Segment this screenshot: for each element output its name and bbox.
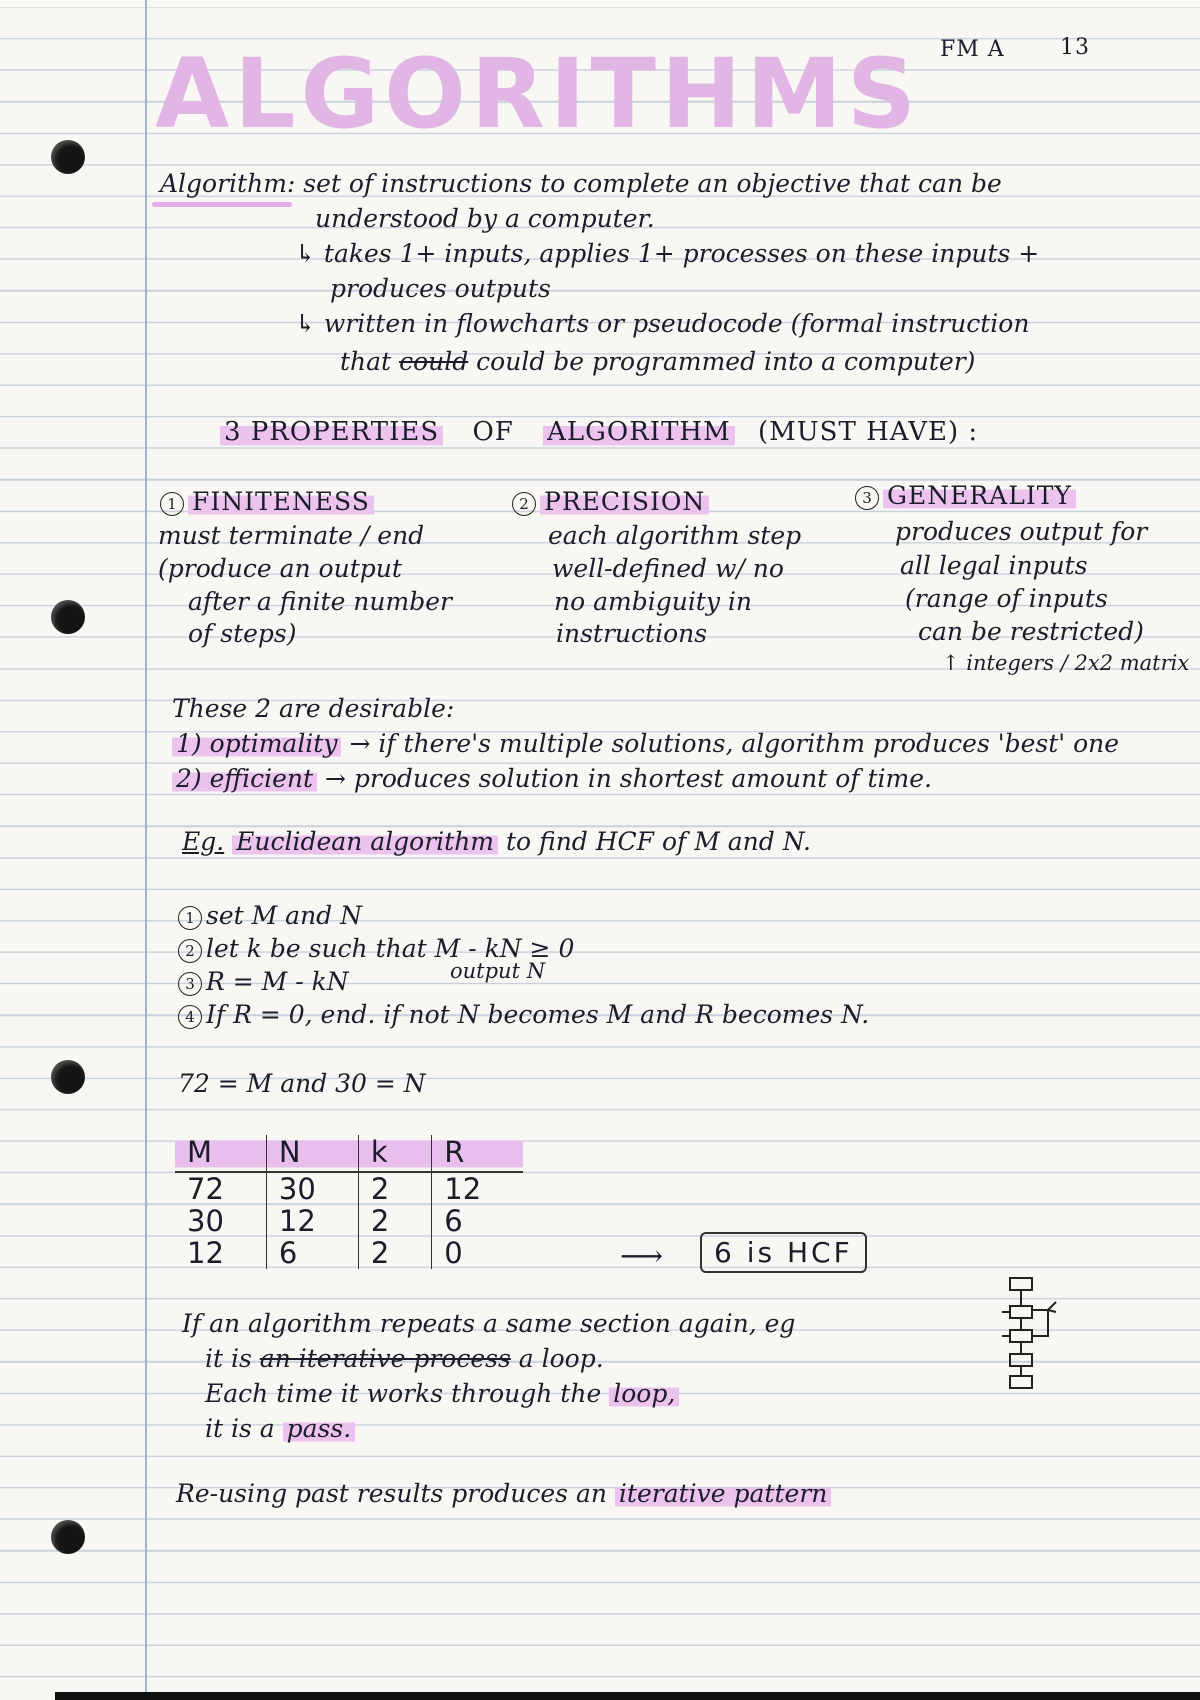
punch-hole: [51, 1060, 85, 1094]
example-heading: Eg. Euclidean algorithm to find HCF of M and N.: [182, 827, 811, 856]
example-step: 3 R = M - kN: [178, 968, 349, 996]
struck-phrase: an iterative process: [259, 1344, 511, 1373]
property-precision-title: 2 PRECISION: [512, 488, 709, 516]
iteration-line-2: it is an iterative process a loop.: [205, 1344, 604, 1373]
example-step: 2 let k be such that M - kN ≥ 0: [178, 935, 574, 963]
page-title: ALGORITHMS: [155, 38, 922, 150]
algorithm-name: Euclidean algorithm: [232, 827, 498, 856]
definition-bullet-1-cont: produces outputs: [330, 274, 551, 303]
table-cell: 12: [187, 1236, 224, 1270]
definition-line-1: Algorithm: set of instructions to complete an objective that can be: [160, 169, 1002, 198]
table-cell: 30: [266, 1172, 358, 1205]
example-assignment: 72 = M and 30 = N: [178, 1069, 426, 1098]
iteration-line-4: it is a pass.: [205, 1415, 355, 1443]
property-finiteness-line: must terminate / end: [158, 521, 425, 550]
col-r: R: [432, 1135, 523, 1172]
table-cell: 12: [266, 1205, 358, 1237]
example-step: 4 If R = 0, end. if not N becomes M and R becomes N.: [178, 1001, 869, 1029]
definition-bullet-2-cont: that could could be programmed into a computer): [340, 347, 976, 376]
properties-heading: 3 PROPERTIES OF ALGORITHM (MUST HAVE) :: [220, 418, 978, 447]
property-finiteness-line: after a finite number: [188, 587, 452, 616]
property-generality-line: all legal inputs: [900, 551, 1088, 580]
definition-bullet-2: ↳ written in flowcharts or pseudocode (formal instruction: [295, 309, 1030, 338]
subject-tag: FM A: [940, 37, 1005, 62]
table-cell: 6: [432, 1205, 523, 1237]
property-precision-line: instructions: [556, 619, 708, 648]
desirable-intro: These 2 are desirable:: [172, 694, 455, 723]
property-finiteness-line: of steps): [188, 619, 297, 648]
loop-flowchart-icon: [1000, 1270, 1090, 1400]
step-side-note: output N: [450, 959, 546, 983]
property-generality-note: ↑ integers / 2x2 matrix: [942, 651, 1190, 675]
iteration-line-3: Each time it works through the loop,: [205, 1380, 679, 1408]
property-finiteness-title: 1 FINITENESS: [160, 488, 374, 516]
table-row: [175, 1205, 523, 1237]
definition-bullet-1: ↳ takes 1+ inputs, applies 1+ processes on these inputs +: [295, 239, 1040, 268]
table-cell: 0: [432, 1237, 523, 1269]
col-n: N: [266, 1135, 358, 1172]
definition-term: Algorithm: [160, 169, 287, 198]
desirable-efficient: 2) efficient → produces solution in shortest amount of time.: [172, 765, 932, 793]
property-generality-title: 3 GENERALITY: [855, 482, 1076, 510]
table-cell: 12: [432, 1172, 523, 1205]
table-cell: 30: [187, 1204, 224, 1238]
struck-word: could: [399, 347, 469, 376]
col-m: M: [175, 1135, 266, 1172]
property-precision-line: each algorithm step: [548, 521, 802, 550]
table-cell: 72: [187, 1172, 224, 1206]
page-number: 13: [1060, 35, 1090, 60]
term-underline: [152, 202, 292, 207]
definition-line-2: understood by a computer.: [315, 204, 655, 233]
punch-hole: [51, 1520, 85, 1554]
property-finiteness-line: (produce an output: [158, 554, 402, 583]
hcf-result: 6 is HCF: [700, 1232, 867, 1273]
desirable-optimality: 1) optimality → if there's multiple solutions, algorithm produces 'best' one: [172, 730, 1119, 758]
property-generality-line: can be restricted): [918, 617, 1144, 646]
property-generality-line: (range of inputs: [905, 584, 1108, 613]
col-k: k: [358, 1135, 431, 1172]
example-step: 1 set M and N: [178, 902, 362, 930]
table-cell: 2: [358, 1172, 431, 1205]
table-header-row: [175, 1135, 523, 1172]
property-precision-line: well-defined w/ no: [552, 554, 784, 583]
table-cell: 2: [358, 1205, 431, 1237]
table-row: [175, 1172, 523, 1205]
table-cell: 6: [266, 1237, 358, 1269]
property-generality-line: produces output for: [895, 517, 1148, 546]
table-row: [175, 1237, 523, 1269]
page-bottom-edge: [55, 1692, 1200, 1700]
hcf-table: [175, 1135, 523, 1269]
property-precision-line: no ambiguity in: [554, 587, 753, 616]
iteration-line-1: If an algorithm repeats a same section again, eg: [182, 1309, 796, 1338]
result-arrow: ⟶: [620, 1239, 664, 1274]
table-cell: 2: [358, 1237, 431, 1269]
punch-hole: [51, 600, 85, 634]
iteration-closing: Re-using past results produces an iterative pattern: [176, 1480, 831, 1508]
punch-hole: [51, 140, 85, 174]
margin-line: [145, 0, 147, 1700]
